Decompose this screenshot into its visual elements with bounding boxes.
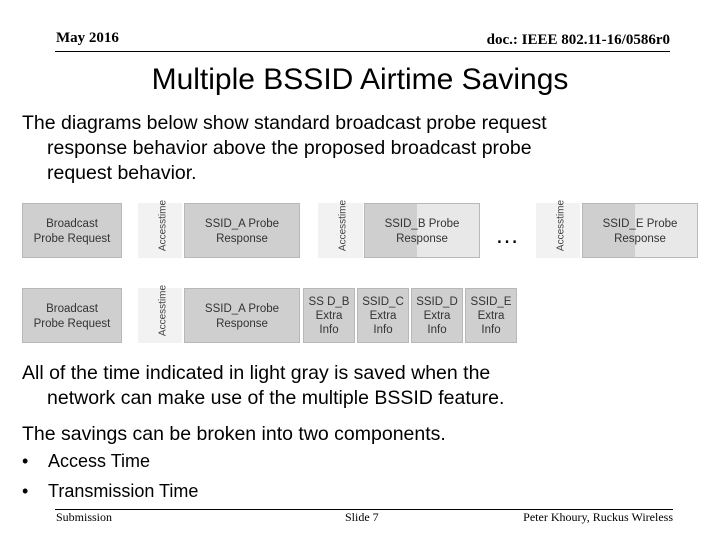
access-time-label: Accesstime <box>157 199 169 252</box>
intro-line-2: response behavior above the proposed broadcast probe <box>47 137 532 159</box>
bullet-dot: • <box>22 481 29 501</box>
footer-slide-number: Slide 7 <box>345 510 379 524</box>
broadcast-probe-request-box: Broadcast Probe Request <box>22 203 122 258</box>
ssid-e-extra-info-box: SSID_E Extra Info <box>465 288 517 343</box>
savings-paragraph <box>22 361 702 411</box>
header-date: May 2016 <box>56 30 119 46</box>
ssid-d-extra-info-box: SSID_D Extra Info <box>411 288 463 343</box>
ssid-a-probe-response-box: SSID_A Probe Response <box>184 288 300 343</box>
savings-components-line: The savings can be broken into two components. <box>22 423 446 445</box>
access-time-label: Accesstime <box>157 284 169 337</box>
intro-line-3: request behavior. <box>47 162 197 184</box>
savings-line-1: All of the time indicated in light gray is saved when the <box>22 362 491 384</box>
header-doc-id: doc.: IEEE 802.11-16/0586r0 <box>486 32 670 48</box>
ssid-e-probe-response-box: SSID_E Probe Response <box>582 203 698 258</box>
ellipsis: … <box>495 222 519 249</box>
broadcast-probe-request-box: Broadcast Probe Request <box>22 288 122 343</box>
slide-title: Multiple BSSID Airtime Savings <box>151 63 569 96</box>
intro-line-1: The diagrams below show standard broadcast probe request <box>22 112 547 134</box>
savings-line-2: network can make use of the multiple BSSID feature. <box>47 387 505 409</box>
bullet-access-time: • Access Time <box>22 451 151 471</box>
ssid-b-extra-info-box: SS D_B Extra Info <box>303 288 355 343</box>
ssid-b-probe-response-box: SSID_B Probe Response <box>364 203 480 258</box>
access-time-label: Accesstime <box>337 199 349 252</box>
bullet-transmission-time: • Transmission Time <box>22 481 199 501</box>
access-time-label: Accesstime <box>555 199 567 252</box>
footer-author: Peter Khoury, Ruckus Wireless <box>523 510 673 524</box>
header-rule <box>55 51 670 52</box>
ssid-a-probe-response-box: SSID_A Probe Response <box>184 203 300 258</box>
footer-submission: Submission <box>56 510 113 524</box>
ssid-c-extra-info-box: SSID_C Extra Info <box>357 288 409 343</box>
intro-paragraph <box>22 111 702 186</box>
bullet-dot: • <box>22 451 29 471</box>
